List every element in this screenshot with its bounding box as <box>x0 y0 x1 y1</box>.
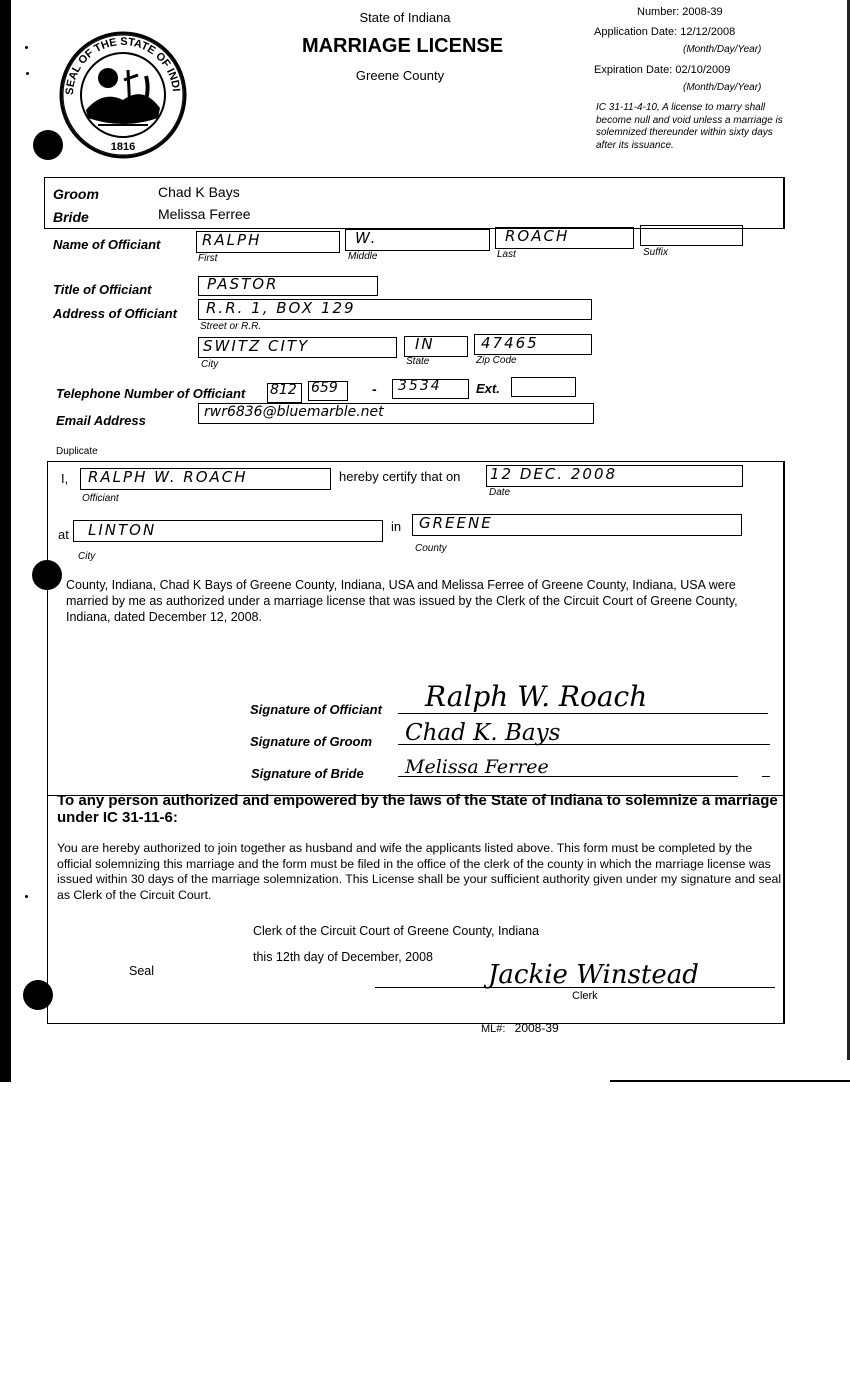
couple-box <box>44 177 785 229</box>
state-seal <box>58 30 188 160</box>
page-title: MARRIAGE LICENSE <box>301 35 504 57</box>
bride-label: Bride <box>53 209 89 225</box>
header-county: Greene County <box>355 68 445 83</box>
license-number: 2008-39 <box>682 6 723 18</box>
city-caption-2: City <box>78 551 96 562</box>
seal-graphic <box>58 30 188 160</box>
officiant-title: PASTOR <box>207 275 279 293</box>
cert-date: 12 DEC. 2008 <box>490 465 618 483</box>
officiant-city: SWITZ CITY <box>203 337 310 355</box>
cert-city: LINTON <box>88 521 157 539</box>
sig-officiant-label: Signature of Officiant <box>250 702 382 717</box>
officiant-address-label: Address of Officiant <box>53 306 178 321</box>
application-date: 12/12/2008 <box>680 26 736 38</box>
seal-year: 1816 <box>110 141 136 153</box>
header-state: State of Indiana <box>359 10 451 25</box>
email-label: Email Address <box>56 413 146 428</box>
county-caption: County <box>415 543 447 554</box>
officiant-street: R.R. 1, BOX 129 <box>206 299 356 317</box>
phone-area: 812 <box>270 382 297 398</box>
groom-label: Groom <box>53 186 99 202</box>
application-label: Application Date: <box>594 26 678 38</box>
scan-bottom-line <box>610 1080 850 1082</box>
officiant-caption: Officiant <box>82 493 119 504</box>
marriage-statement: County, Indiana, Chad K Bays of Greene County, Indiana, USA and Melissa Ferree of Greene County, Indiana, USA were married by me as authorized under a marriage license that was issued by the Clerk of the Circuit Court of Greene County, Indiana, dated December 12, 2008. <box>66 578 738 624</box>
middle-caption: Middle <box>348 251 378 262</box>
suffix-caption: Suffix <box>643 247 669 258</box>
seal-label: Seal <box>129 964 155 978</box>
scan-speck <box>25 46 28 49</box>
scan-edge-bar <box>0 0 11 1082</box>
officiant-first: RALPH <box>202 231 262 249</box>
clerk-caption: Clerk <box>572 990 598 1002</box>
date-format-hint-2: (Month/Day/Year) <box>683 82 762 93</box>
sig-officiant: Ralph W. Roach <box>425 680 648 713</box>
city-caption: City <box>201 359 219 370</box>
phone-dash: - <box>372 381 377 397</box>
street-caption: Street or R.R. <box>200 321 262 332</box>
officiant-phone-label: Telephone Number of Officiant <box>56 386 246 401</box>
cert-county: GREENE <box>419 514 493 532</box>
duplicate-label: Duplicate <box>56 446 98 457</box>
sig-groom: Chad K. Bays <box>405 720 561 746</box>
date-format-hint: (Month/Day/Year) <box>683 44 762 55</box>
date-line: this 12th day of December, 2008 <box>253 950 433 964</box>
seal-text: SEAL OF THE STATE OF INDI <box>63 35 182 96</box>
state-field[interactable] <box>404 336 468 357</box>
cert-officiant: RALPH W. ROACH <box>88 468 248 486</box>
ml-number-row <box>481 1021 559 1035</box>
clerk-line: Clerk of the Circuit Court of Greene County, Indiana <box>253 924 540 938</box>
phone-line: 3534 <box>398 378 442 394</box>
certify-text: hereby certify that on <box>339 469 461 484</box>
officiant-email: rwr6836@bluemarble.net <box>204 404 384 420</box>
sig-bride: Melissa Ferree <box>405 756 549 778</box>
officiant-zip: 47465 <box>481 334 539 352</box>
scan-speck <box>26 72 29 75</box>
ext-label: Ext. <box>476 381 500 396</box>
zip-caption: Zip Code <box>476 355 517 366</box>
officiant-title-label: Title of Officiant <box>53 282 152 297</box>
application-date-row <box>594 26 735 38</box>
scan-speck <box>25 895 28 898</box>
expiration-date-row <box>594 64 730 76</box>
number-label: Number: <box>637 6 680 18</box>
sig-officiant-line <box>398 713 768 714</box>
last-caption: Last <box>497 249 516 260</box>
sig-bride-label: Signature of Bride <box>251 766 364 781</box>
phone-prefix: 659 <box>311 380 338 396</box>
auth-body: You are hereby authorized to join together as husband and wife the applicants listed above. This form must be completed by the official solemnizing this marriage and the form must be filed in the office of the clerk of the county in which the marriage license was issued within 30 days of the marriage solemnization. This License shall be your sufficient authority given under my signature and seal as Clerk of the Circuit Court. <box>57 841 782 902</box>
first-caption: First <box>198 253 218 264</box>
ext-field[interactable] <box>511 377 576 397</box>
sig-groom-label: Signature of Groom <box>250 734 373 749</box>
bride-name: Melissa Ferree <box>158 206 251 222</box>
officiant-last: ROACH <box>505 227 570 245</box>
at-label: at <box>58 527 69 542</box>
expiration-date: 02/10/2009 <box>675 64 731 76</box>
state-caption: State <box>406 356 430 367</box>
officiant-name-label: Name of Officiant <box>53 237 161 252</box>
ml-number: 2008-39 <box>514 1021 559 1035</box>
clerk-signature: Jackie Winstead <box>488 960 699 990</box>
officiant-state: IN <box>415 335 435 353</box>
officiant-suffix-field[interactable] <box>640 225 743 246</box>
auth-heading: To any person authorized and empowered by the laws of the State of Indiana to solemnize a marriage under IC 31-11-6: <box>57 792 778 826</box>
statute-note: IC 31-11-4-10, A license to marry shall become null and void unless a marriage is solemnized thereunder within sixty days after its issuance. <box>596 102 783 151</box>
ml-label: ML#: <box>481 1023 506 1035</box>
license-number-row <box>637 6 723 18</box>
date-caption: Date <box>489 487 511 498</box>
in-label: in <box>391 519 402 534</box>
i-label: I, <box>61 471 69 486</box>
expiration-label: Expiration Date: <box>594 64 673 76</box>
groom-name: Chad K Bays <box>158 184 240 200</box>
sig-bride-line-end <box>762 776 770 777</box>
officiant-middle: W. <box>355 229 378 247</box>
